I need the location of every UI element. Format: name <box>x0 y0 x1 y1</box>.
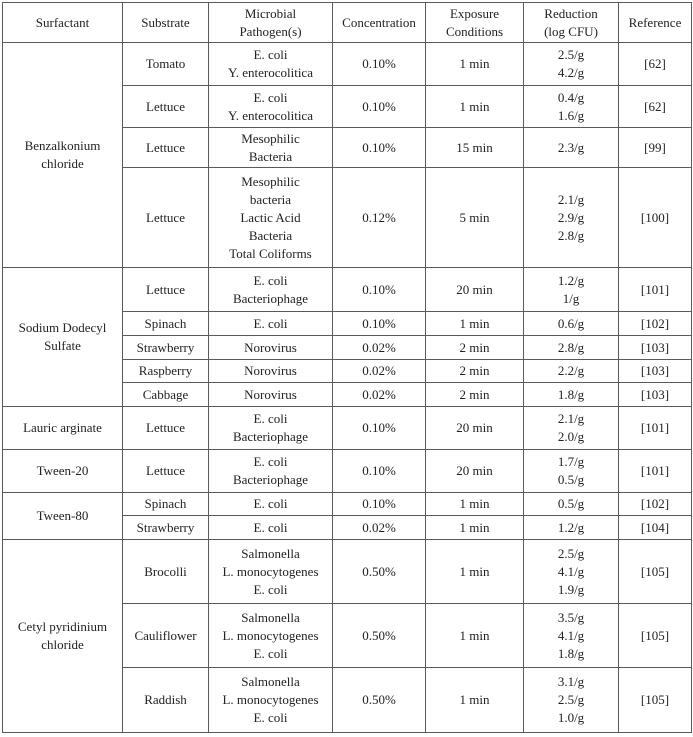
substrate-cell: Strawberry <box>123 516 209 540</box>
substrate-cell: Lettuce <box>123 407 209 450</box>
exposure-cell: 15 min <box>426 128 524 168</box>
concentration-cell: 0.10% <box>333 43 426 86</box>
surfactant-cell: Lauric arginate <box>3 407 123 450</box>
exposure-cell: 1 min <box>426 540 524 604</box>
reduction-cell: 0.5/g <box>524 493 619 516</box>
pathogen-cell: E. coli <box>209 493 333 516</box>
pathogen-cell: Salmonella L. monocytogenes E. coli <box>209 540 333 604</box>
header-surfactant: Surfactant <box>3 3 123 43</box>
header-reduction: Reduction (log CFU) <box>524 3 619 43</box>
reduction-cell: 3.5/g 4.1/g 1.8/g <box>524 604 619 668</box>
reduction-cell: 1.2/g 1/g <box>524 268 619 312</box>
substrate-cell: Strawberry <box>123 336 209 360</box>
reference-cell: [101] <box>619 268 692 312</box>
concentration-cell: 0.10% <box>333 128 426 168</box>
pathogen-cell: E. coli Y. enterocolitica <box>209 43 333 86</box>
concentration-cell: 0.10% <box>333 268 426 312</box>
concentration-cell: 0.02% <box>333 360 426 383</box>
pathogen-cell: Salmonella L. monocytogenes E. coli <box>209 604 333 668</box>
pathogen-cell: Norovirus <box>209 360 333 383</box>
surfactant-cell: Tween-80 <box>3 493 123 540</box>
reference-cell: [105] <box>619 604 692 668</box>
concentration-cell: 0.02% <box>333 516 426 540</box>
pathogen-cell: E. coli Bacteriophage <box>209 407 333 450</box>
substrate-cell: Raspberry <box>123 360 209 383</box>
exposure-cell: 2 min <box>426 383 524 407</box>
reduction-cell: 2.8/g <box>524 336 619 360</box>
concentration-cell: 0.10% <box>333 407 426 450</box>
exposure-cell: 1 min <box>426 604 524 668</box>
table-row <box>3 268 692 312</box>
surfactant-cell: Benzalkonium chloride <box>3 43 123 268</box>
reduction-cell: 1.8/g <box>524 383 619 407</box>
reduction-cell: 2.1/g 2.9/g 2.8/g <box>524 168 619 268</box>
concentration-cell: 0.12% <box>333 168 426 268</box>
header-reference: Reference <box>619 3 692 43</box>
header-row <box>3 3 692 43</box>
exposure-cell: 2 min <box>426 336 524 360</box>
header-substrate: Substrate <box>123 3 209 43</box>
concentration-cell: 0.10% <box>333 86 426 128</box>
surfactant-cell: Sodium Dodecyl Sulfate <box>3 268 123 407</box>
reference-cell: [99] <box>619 128 692 168</box>
pathogen-cell: Mesophilic Bacteria <box>209 128 333 168</box>
substrate-cell: Spinach <box>123 493 209 516</box>
pathogen-cell: Norovirus <box>209 383 333 407</box>
pathogen-cell: Salmonella L. monocytogenes E. coli <box>209 668 333 733</box>
substrate-cell: Cauliflower <box>123 604 209 668</box>
substrate-cell: Lettuce <box>123 450 209 493</box>
pathogen-cell: E. coli Bacteriophage <box>209 450 333 493</box>
exposure-cell: 1 min <box>426 43 524 86</box>
exposure-cell: 1 min <box>426 516 524 540</box>
exposure-cell: 1 min <box>426 312 524 336</box>
reference-cell: [101] <box>619 450 692 493</box>
concentration-cell: 0.02% <box>333 383 426 407</box>
substrate-cell: Spinach <box>123 312 209 336</box>
reference-cell: [102] <box>619 493 692 516</box>
substrate-cell: Brocolli <box>123 540 209 604</box>
reference-cell: [62] <box>619 43 692 86</box>
reduction-cell: 2.5/g 4.2/g <box>524 43 619 86</box>
reference-cell: [104] <box>619 516 692 540</box>
exposure-cell: 20 min <box>426 268 524 312</box>
exposure-cell: 20 min <box>426 450 524 493</box>
table-body <box>3 43 692 733</box>
surfactant-cell: Cetyl pyridinium chloride <box>3 540 123 733</box>
exposure-cell: 1 min <box>426 668 524 733</box>
reference-cell: [103] <box>619 336 692 360</box>
reference-cell: [102] <box>619 312 692 336</box>
header-exposure-conditions: Exposure Conditions <box>426 3 524 43</box>
reference-cell: [105] <box>619 540 692 604</box>
reduction-cell: 0.6/g <box>524 312 619 336</box>
reference-cell: [103] <box>619 360 692 383</box>
concentration-cell: 0.10% <box>333 450 426 493</box>
reference-cell: [100] <box>619 168 692 268</box>
reduction-cell: 1.7/g 0.5/g <box>524 450 619 493</box>
reduction-cell: 2.2/g <box>524 360 619 383</box>
reduction-cell: 2.3/g <box>524 128 619 168</box>
pathogen-cell: E. coli <box>209 516 333 540</box>
pathogen-cell: Norovirus <box>209 336 333 360</box>
substrate-cell: Tomato <box>123 43 209 86</box>
substrate-cell: Lettuce <box>123 128 209 168</box>
table-row <box>3 450 692 493</box>
reduction-cell: 2.5/g 4.1/g 1.9/g <box>524 540 619 604</box>
table-row <box>3 43 692 86</box>
exposure-cell: 2 min <box>426 360 524 383</box>
exposure-cell: 5 min <box>426 168 524 268</box>
concentration-cell: 0.50% <box>333 668 426 733</box>
reference-cell: [62] <box>619 86 692 128</box>
substrate-cell: Lettuce <box>123 86 209 128</box>
reference-cell: [105] <box>619 668 692 733</box>
pathogen-cell: Mesophilic bacteria Lactic Acid Bacteria Total Coliforms <box>209 168 333 268</box>
surfactant-cell: Tween-20 <box>3 450 123 493</box>
reduction-cell: 2.1/g 2.0/g <box>524 407 619 450</box>
exposure-cell: 1 min <box>426 493 524 516</box>
substrate-cell: Lettuce <box>123 168 209 268</box>
exposure-cell: 1 min <box>426 86 524 128</box>
reduction-cell: 0.4/g 1.6/g <box>524 86 619 128</box>
substrate-cell: Cabbage <box>123 383 209 407</box>
surfactant-treatment-table <box>2 2 692 733</box>
pathogen-cell: E. coli Y. enterocolitica <box>209 86 333 128</box>
substrate-cell: Lettuce <box>123 268 209 312</box>
concentration-cell: 0.50% <box>333 604 426 668</box>
pathogen-cell: E. coli Bacteriophage <box>209 268 333 312</box>
reduction-cell: 3.1/g 2.5/g 1.0/g <box>524 668 619 733</box>
reference-cell: [101] <box>619 407 692 450</box>
exposure-cell: 20 min <box>426 407 524 450</box>
table-row <box>3 540 692 604</box>
reduction-cell: 1.2/g <box>524 516 619 540</box>
table-row <box>3 493 692 516</box>
header-concentration: Concentration <box>333 3 426 43</box>
concentration-cell: 0.02% <box>333 336 426 360</box>
concentration-cell: 0.50% <box>333 540 426 604</box>
pathogen-cell: E. coli <box>209 312 333 336</box>
concentration-cell: 0.10% <box>333 312 426 336</box>
header-microbial-pathogens: Microbial Pathogen(s) <box>209 3 333 43</box>
reference-cell: [103] <box>619 383 692 407</box>
substrate-cell: Raddish <box>123 668 209 733</box>
table-row <box>3 407 692 450</box>
concentration-cell: 0.10% <box>333 493 426 516</box>
